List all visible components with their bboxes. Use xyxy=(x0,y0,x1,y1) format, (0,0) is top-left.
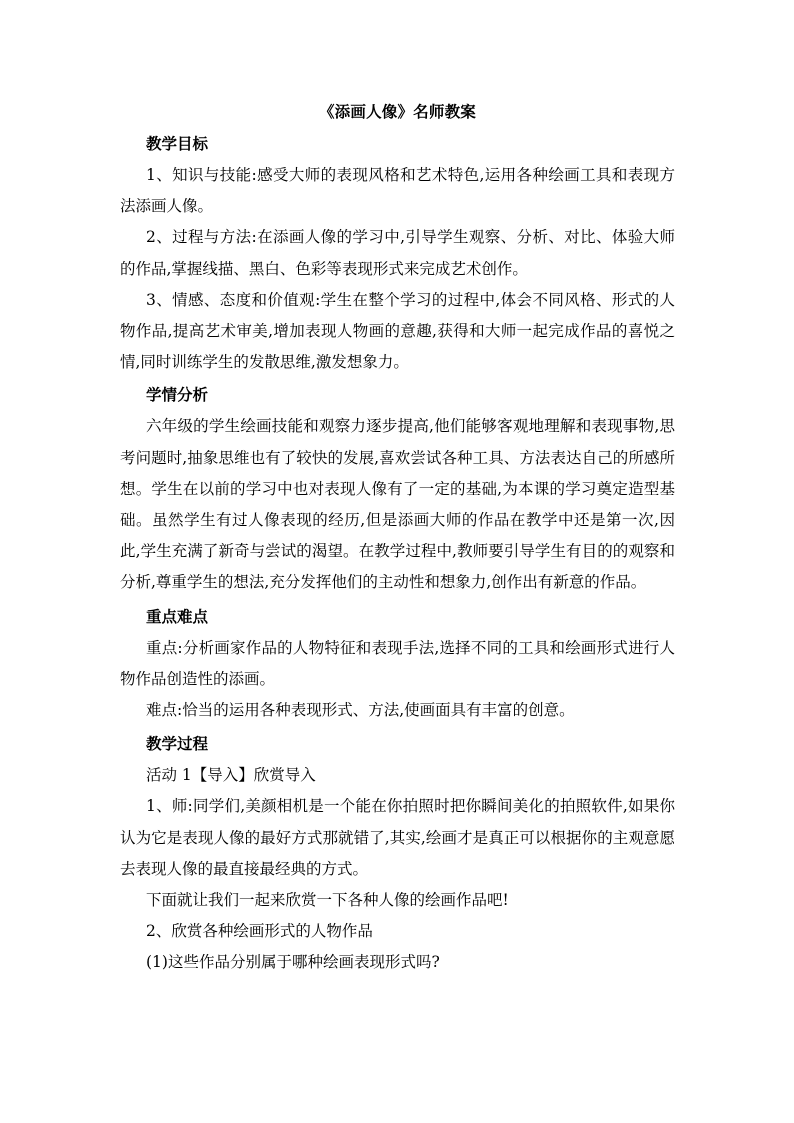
section-heading-student-analysis: 学情分析 xyxy=(146,385,209,405)
paragraph: 活动 1【导入】欣赏导入 xyxy=(146,766,316,785)
paragraph: 1、师:同学们,美颜相机是一个能在你拍照时把你瞬间美化的拍照软件,如果你认为它是表现人像的最好方式那就错了,其实,绘画才是真正可以根据你的主观意愿去表现人像的最直接最经典的方式。 xyxy=(120,797,675,878)
paragraph: 下面就让我们一起来欣赏一下各种人像的绘画作品吧! xyxy=(146,891,509,910)
section-heading-objectives: 教学目标 xyxy=(146,134,209,153)
paragraph: 1、知识与技能:感受大师的表现风格和艺术特色,运用各种绘画工具和表现方法添画人像。 xyxy=(120,166,675,216)
paragraph: 2、欣赏各种绘画形式的人物作品 xyxy=(146,922,373,941)
document-title: 《添画人像》名师教案 xyxy=(318,102,476,121)
document-body xyxy=(120,98,675,979)
paragraph: 2、过程与方法:在添画人像的学习中,引导学生观察、分析、对比、体验大师的作品,掌握线描、黑白、色彩等表现形式来完成艺术创作。 xyxy=(120,228,675,278)
paragraph: 3、情感、态度和价值观:学生在整个学习的过程中,体会不同风格、形式的人物作品,提高艺术审美,增加表现人物画的意趣,获得和大师一起完成作品的喜悦之情,同时训练学生的发散思维,激发想象力。 xyxy=(120,290,675,372)
paragraph: 难点:恰当的运用各种表现形式、方法,使画面具有丰富的创意。 xyxy=(146,701,575,720)
section-heading-key-points: 重点难点 xyxy=(146,606,209,626)
paragraph: 六年级的学生绘画技能和观察力逐步提高,他们能够客观地理解和表现事物,思考问题时,抽象思维也有了较快的发展,喜欢尝试各种工具、方法表达自己的所感所想。学生在以前的学习中也对表现人像有了一定的基础,为本课的学习奠定造型基础。虽然学生有过人像表现的经历,但是添画大师的作品在教学中还是第一次,因此,学生充满了新奇与尝试的渴望。在教学过程中,教师要引导学生有目的的观察和分析,尊重学生的想法,充分发挥他们的主动性和想象力,创作出有新意的作品。 xyxy=(120,417,675,592)
paragraph: (1)这些作品分别属于哪种绘画表现形式吗? xyxy=(146,953,440,972)
paragraph: 重点:分析画家作品的人物特征和表现手法,选择不同的工具和绘画形式进行人物作品创造性的添画。 xyxy=(120,638,675,688)
section-heading-teaching-process: 教学过程 xyxy=(146,734,209,754)
